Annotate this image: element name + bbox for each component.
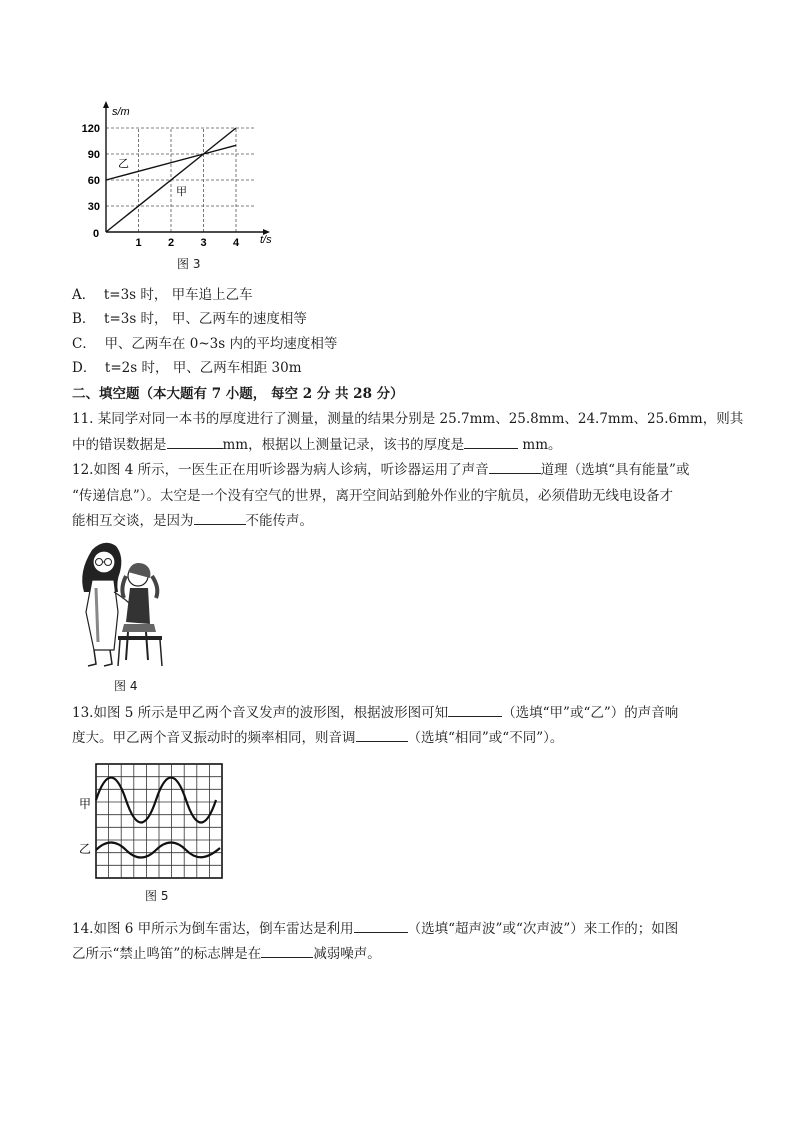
answer-blank[interactable] [489, 459, 541, 474]
answer-blank[interactable] [167, 434, 223, 449]
figure-3-y-axis-label: s/m [112, 106, 130, 118]
q14-line-2 [72, 943, 381, 965]
q13-text: 度大。甲乙两个音叉振动时的频率相同，则音调 [72, 730, 356, 746]
q14-text: 14.如图 6 甲所示为倒车雷达，倒车雷达是利用 [72, 921, 354, 937]
q13-line-1 [72, 702, 678, 724]
series-label-jia: 甲 [176, 186, 187, 198]
figure-3-origin-label: 0 [93, 228, 100, 240]
label-jia: 甲 [79, 797, 92, 811]
answer-blank[interactable] [261, 943, 313, 958]
answer-blank[interactable] [448, 702, 502, 717]
option-letter: A． [72, 287, 96, 303]
q12-text: 12.如图 4 所示，一医生正在用听诊器为病人诊病，听诊器运用了声音 [72, 462, 489, 478]
option-b[interactable] [72, 308, 307, 330]
answer-blank[interactable] [356, 727, 408, 742]
figure-4-caption: 图 4 [114, 679, 138, 693]
waveform-yi [96, 843, 220, 858]
section-2-title: 二、填空题（本大题有 7 小题， 每空 2 分 共 28 分） [72, 386, 404, 402]
q11-text: mm，根据以上测量记录，该书的厚度是 [222, 437, 465, 453]
figure-3-grid [106, 128, 256, 232]
option-c[interactable] [72, 333, 337, 355]
q13-line-2 [72, 727, 563, 749]
answer-blank[interactable] [354, 918, 408, 933]
option-letter: B． [72, 311, 96, 327]
option-text: t=2s 时， 甲、乙两车相距 30m [104, 360, 302, 376]
q14-line-1 [72, 918, 678, 940]
y-axis-arrow [103, 101, 109, 108]
x-tick-label: 3 [200, 237, 207, 249]
figure-3-st-graph [80, 95, 290, 270]
y-tick-label: 90 [87, 149, 100, 161]
q12-text: 不能传声。 [245, 513, 313, 529]
option-text: 甲、乙两车在 0~3s 内的平均速度相等 [104, 336, 338, 352]
y-tick-label: 30 [87, 201, 100, 213]
option-text: t=3s 时， 甲、乙两车的速度相等 [104, 311, 307, 327]
answer-blank[interactable] [464, 434, 518, 449]
y-tick-label: 60 [87, 175, 100, 187]
q11-text: 中的错误数据是 [72, 437, 167, 453]
q14-text: （选填“超声波”或“次声波”）来工作的；如图 [407, 921, 679, 937]
q11-line-2 [72, 434, 562, 456]
q12-text: 道理（选填“具有能量”或 [540, 462, 690, 478]
figure-5-waveforms [76, 760, 226, 885]
q14-text: 乙所示“禁止鸣笛”的标志牌是在 [72, 946, 262, 962]
waveform-jia [96, 778, 216, 823]
y-tick-label: 120 [81, 123, 100, 135]
option-a[interactable] [72, 284, 253, 306]
figure-4-doctor-illustration [74, 532, 174, 670]
q13-text: （选填“相同”或“不同”）。 [407, 730, 564, 746]
answer-blank[interactable] [194, 510, 246, 525]
q11-line-1: 11. 某同学对同一本书的厚度进行了测量，测量的结果分别是 25.7mm、25.8mm、24.7mm、25.6mm，则其 [72, 411, 744, 427]
figure-3-caption: 图 3 [177, 257, 201, 271]
x-tick-label: 1 [135, 237, 142, 249]
option-letter: C． [72, 336, 96, 352]
figure-5-caption: 图 5 [145, 889, 169, 903]
q13-text: （选填“甲”或“乙”）的声音响 [502, 705, 679, 721]
q14-text: 减弱噪声。 [313, 946, 381, 962]
option-d[interactable] [72, 357, 302, 379]
q12-line-2: “传递信息”）。太空是一个没有空气的世界，离开空间站到舱外作业的宇航员，必须借助无线电设备才 [72, 488, 674, 504]
q12-line-3 [72, 510, 313, 532]
figure-3-x-axis-label: t/s [260, 234, 272, 246]
q11-text: mm。 [518, 437, 562, 453]
option-text: t=3s 时， 甲车追上乙车 [103, 287, 253, 303]
x-tick-label: 4 [232, 237, 240, 249]
q13-text: 13.如图 5 所示是甲乙两个音叉发声的波形图，根据波形图可知 [72, 705, 449, 721]
label-yi: 乙 [79, 842, 92, 856]
option-letter: D． [72, 360, 97, 376]
series-label-yi: 乙 [118, 158, 129, 170]
q12-text: 能相互交谈，是因为 [72, 513, 194, 529]
x-tick-label: 2 [167, 237, 175, 249]
q12-line-1 [72, 459, 689, 481]
